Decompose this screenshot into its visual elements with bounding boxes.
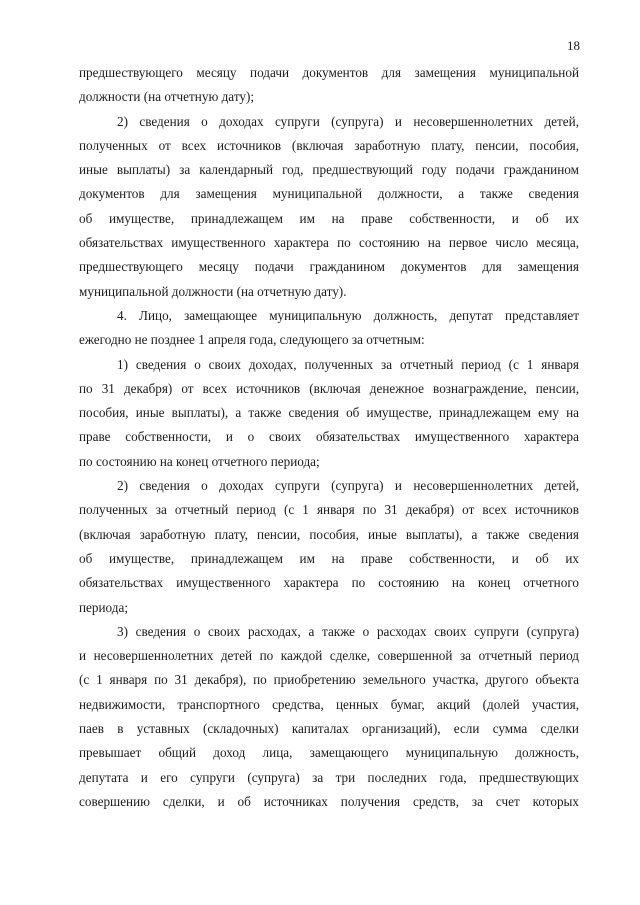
text-line: пособия, иные выплаты), а также сведения об имуществе, принадлежащем ему на (79, 405, 579, 421)
text-line: полученных от всех источников (включая заработную плату, пенсии, пособия, (79, 137, 579, 153)
paragraph-spouse-income-candidate (79, 110, 579, 304)
text-line: совершению сделки, и об источниках получения средств, за счет которых (79, 793, 579, 809)
text-line: (включая заработную плату, пенсии, пособия, иные выплаты), а также сведения (79, 526, 579, 542)
text-line: документов для замещения муниципальной должности, а также сведения (79, 186, 579, 202)
text-line: об имуществе, принадлежащем им на праве собственности, и об их (79, 550, 579, 566)
text-line: по 31 декабря) от всех источников (включая денежное вознаграждение, пенсии, (79, 380, 579, 396)
paragraph-own-income (79, 353, 579, 474)
text-line: превышает общий доход лица, замещающего муниципальную должность, (79, 745, 579, 761)
paragraph-expenses (79, 620, 579, 814)
paragraph-spouse-income (79, 474, 579, 620)
text-line: (с 1 января по 31 декабря), по приобретению земельного участка, другого объекта (79, 672, 579, 688)
text-line: полученных за отчетный период (с 1 января по 31 декабря) от всех источников (79, 502, 579, 518)
text-line: периода; (79, 599, 129, 615)
text-line: обязательствах имущественного характера по состоянию на первое число месяца, (79, 235, 579, 251)
text-line: по состоянию на конец отчетного периода; (79, 453, 320, 469)
document-body (79, 61, 579, 814)
text-line: должности (на отчетную дату); (79, 89, 255, 105)
text-line: и несовершеннолетних детей по каждой сделке, совершенной за отчетный период (79, 648, 579, 664)
text-line: обязательствах имущественного характера по состоянию на конец отчетного (79, 575, 579, 591)
text-line: 1) сведения о своих доходах, полученных за отчетный период (с 1 января (117, 356, 579, 372)
text-line: депутата и его супруги (супруга) за три последних года, предшествующих (79, 769, 579, 785)
text-line: ежегодно не позднее 1 апреля года, следующего за отчетным: (79, 332, 425, 348)
text-line: 2) сведения о доходах супруги (супруга) и несовершеннолетних детей, (117, 478, 579, 494)
text-line: предшествующего месяцу подачи документов для замещения муниципальной (79, 65, 579, 80)
paragraph-section-4 (79, 304, 579, 353)
text-line: праве собственности, и о своих обязательствах имущественного характера (79, 429, 579, 445)
page-number: 18 (567, 38, 580, 53)
text-line: 3) сведения о своих расходах, а также о расходах своих супруги (супруга) (117, 623, 579, 639)
text-line: иные выплаты) за календарный год, предшествующий году подачи гражданином (79, 162, 579, 178)
paragraph-p0 (79, 61, 579, 110)
text-line: предшествующего месяцу подачи гражданином документов для замещения (79, 259, 579, 275)
text-line: муниципальной должности (на отчетную дату). (79, 283, 347, 299)
text-line: об имуществе, принадлежащем им на праве собственности, и об их (79, 210, 579, 226)
text-line: 4. Лицо, замещающее муниципальную должность, депутат представляет (117, 307, 579, 323)
text-line: 2) сведения о доходах супруги (супруга) и несовершеннолетних детей, (117, 113, 579, 129)
text-line: недвижимости, транспортного средства, ценных бумаг, акций (долей участия, (79, 696, 579, 712)
text-line: паев в уставных (складочных) капиталах организаций), если сумма сделки (79, 721, 579, 737)
